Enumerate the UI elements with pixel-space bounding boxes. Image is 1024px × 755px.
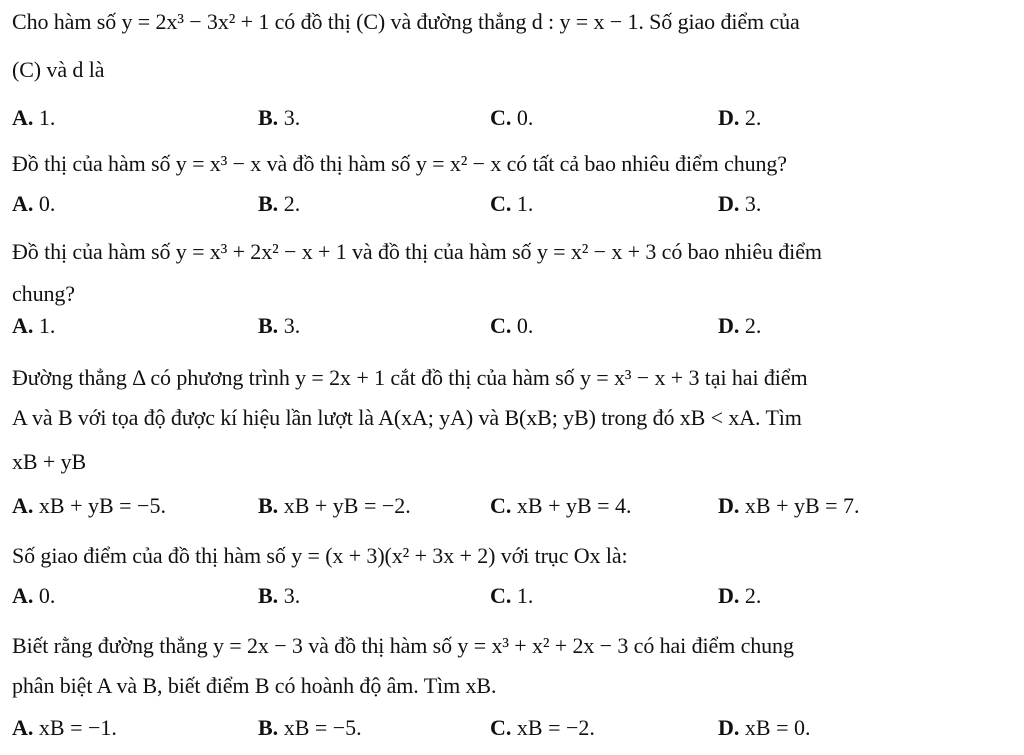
option-letter: A.: [12, 191, 34, 216]
question-4-options: [12, 492, 1002, 520]
option-letter: B.: [258, 583, 279, 608]
question-5-option-d[interactable]: D. 2.: [718, 583, 762, 608]
option-letter: D.: [718, 191, 740, 216]
option-letter: A.: [12, 583, 34, 608]
question-5-option-c[interactable]: C. 1.: [490, 583, 534, 608]
question-2-option-a[interactable]: A. 0.: [12, 191, 56, 216]
question-5-option-a[interactable]: A. 0.: [12, 583, 56, 608]
question-3-option-d[interactable]: D. 2.: [718, 313, 762, 338]
question-6-stem-line-2: phân biệt A và B, biết điểm B có hoành độ âm. Tìm xB.: [12, 673, 497, 698]
question-3-option-c[interactable]: C. 0.: [490, 313, 534, 338]
question-4-option-a[interactable]: A. xB + yB = −5.: [12, 493, 166, 518]
question-3-option-a[interactable]: A. 1.: [12, 313, 56, 338]
option-letter: C.: [490, 105, 512, 130]
question-4-option-b[interactable]: B. xB + yB = −2.: [258, 493, 411, 518]
question-1-options: [12, 104, 1002, 132]
question-6-stem-line-1: Biết rằng đường thẳng y = 2x − 3 và đồ thị hàm số y = x³ + x² + 2x − 3 có hai điểm chung: [12, 633, 794, 658]
option-letter: A.: [12, 105, 34, 130]
question-3-option-b[interactable]: B. 3.: [258, 313, 301, 338]
question-1-option-c[interactable]: C. 0.: [490, 105, 534, 130]
question-6-options: [12, 714, 1002, 742]
option-letter: B.: [258, 191, 279, 216]
question-2-option-b[interactable]: B. 2.: [258, 191, 301, 216]
question-6-option-a[interactable]: A. xB = −1.: [12, 715, 117, 740]
question-6-option-b[interactable]: B. xB = −5.: [258, 715, 362, 740]
question-4-stem-line-1: Đường thẳng Δ có phương trình y = 2x + 1 cắt đồ thị của hàm số y = x³ − x + 3 tại hai điểm: [12, 365, 808, 390]
question-6-option-c[interactable]: C. xB = −2.: [490, 715, 595, 740]
question-5-stem-line-1: Số giao điểm của đồ thị hàm số y = (x + 3)(x² + 3x + 2) với trục Ox là:: [12, 543, 628, 568]
option-letter: A.: [12, 715, 34, 740]
question-4-stem-line-2: A và B với tọa độ được kí hiệu lần lượt là A(xA; yA) và B(xB; yB) trong đó xB < xA. Tìm: [12, 405, 802, 430]
option-letter: D.: [718, 493, 740, 518]
option-letter: B.: [258, 105, 279, 130]
question-4-option-d[interactable]: D. xB + yB = 7.: [718, 493, 860, 518]
question-4-stem-line-3: xB + yB: [12, 449, 87, 474]
question-2-option-c[interactable]: C. 1.: [490, 191, 534, 216]
option-letter: D.: [718, 313, 740, 338]
option-letter: D.: [718, 105, 740, 130]
option-letter: A.: [12, 313, 34, 338]
option-letter: C.: [490, 715, 512, 740]
option-letter: C.: [490, 191, 512, 216]
option-letter: D.: [718, 715, 740, 740]
option-letter: B.: [258, 493, 279, 518]
question-1-stem-line-1: Cho hàm số y = 2x³ − 3x² + 1 có đồ thị (C) và đường thẳng d : y = x − 1. Số giao điểm của: [12, 9, 800, 34]
question-5-options: [12, 582, 1002, 610]
question-1-option-a[interactable]: A. 1.: [12, 105, 56, 130]
question-5-option-b[interactable]: B. 3.: [258, 583, 301, 608]
option-letter: D.: [718, 583, 740, 608]
question-2-option-d[interactable]: D. 3.: [718, 191, 762, 216]
question-2-stem-line-1: Đồ thị của hàm số y = x³ − x và đồ thị hàm số y = x² − x có tất cả bao nhiêu điểm chung?: [12, 151, 787, 176]
question-2-options: [12, 190, 1002, 218]
question-3-stem-line-1: Đồ thị của hàm số y = x³ + 2x² − x + 1 và đồ thị của hàm số y = x² − x + 3 có bao nhiêu điểm: [12, 239, 822, 264]
question-6-option-d[interactable]: D. xB = 0.: [718, 715, 811, 740]
question-1-option-d[interactable]: D. 2.: [718, 105, 762, 130]
option-letter: A.: [12, 493, 34, 518]
option-letter: C.: [490, 583, 512, 608]
option-letter: C.: [490, 313, 512, 338]
question-3-stem-line-2: chung?: [12, 281, 75, 306]
question-1-stem-line-2: (C) và d là: [12, 57, 105, 82]
question-1-option-b[interactable]: B. 3.: [258, 105, 301, 130]
option-letter: B.: [258, 715, 279, 740]
option-letter: C.: [490, 493, 512, 518]
question-4-option-c[interactable]: C. xB + yB = 4.: [490, 493, 632, 518]
option-letter: B.: [258, 313, 279, 338]
question-3-options: [12, 312, 1002, 340]
